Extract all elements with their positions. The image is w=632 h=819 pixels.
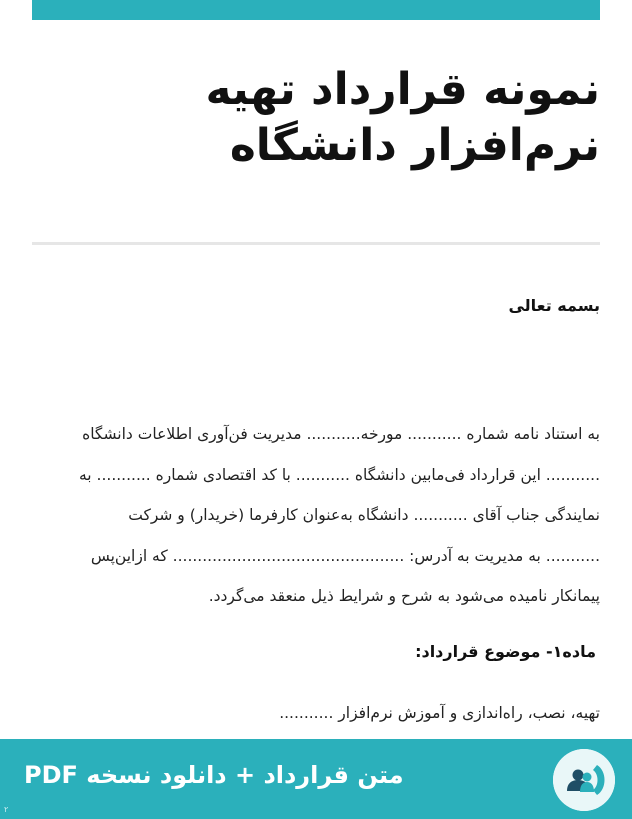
contract-intro-paragraph bbox=[40, 414, 600, 617]
bismillah-heading: بسمه تعالی bbox=[508, 296, 600, 315]
intro-line: پیمانکار نامیده می‌شود به شرح و شرایط ذیل منعقد می‌گردد. bbox=[208, 587, 600, 605]
download-pdf-link[interactable]: متن قرارداد + دانلود نسخه PDF bbox=[24, 761, 404, 789]
article-1-body: تهیه، نصب، راه‌اندازی و آموزش نرم‌افزار ........... bbox=[279, 704, 600, 722]
intro-line: به استناد نامه شماره ........... مورخه........... مدیریت فن‌آوری اطلاعات دانشگاه bbox=[82, 425, 600, 443]
corner-mark: ۲ bbox=[4, 805, 9, 814]
top-accent-bar bbox=[32, 0, 600, 20]
title-divider bbox=[32, 242, 600, 245]
intro-line: ........... به مدیریت به آدرس: ............................................... که ازاین‌پس bbox=[90, 546, 600, 565]
users-icon bbox=[553, 749, 615, 811]
intro-line: ........... این قرارداد فی‌مابین دانشگاه ........... با کد اقتصادی شماره ........... به bbox=[78, 465, 600, 484]
page-title-line-1: نمونه قرارداد تهیه bbox=[205, 64, 600, 115]
footer-banner[interactable] bbox=[0, 739, 632, 819]
site-logo[interactable] bbox=[553, 749, 615, 811]
article-1-heading: ماده۱- موضوع قرارداد: bbox=[415, 642, 596, 661]
intro-line: نمایندگی جناب آقای ........... دانشگاه به‌عنوان کارفرما (خریدار) و شرکت bbox=[128, 506, 600, 524]
page-title bbox=[32, 62, 600, 174]
page-title-line-2: نرم‌افزار دانشگاه bbox=[229, 120, 600, 171]
